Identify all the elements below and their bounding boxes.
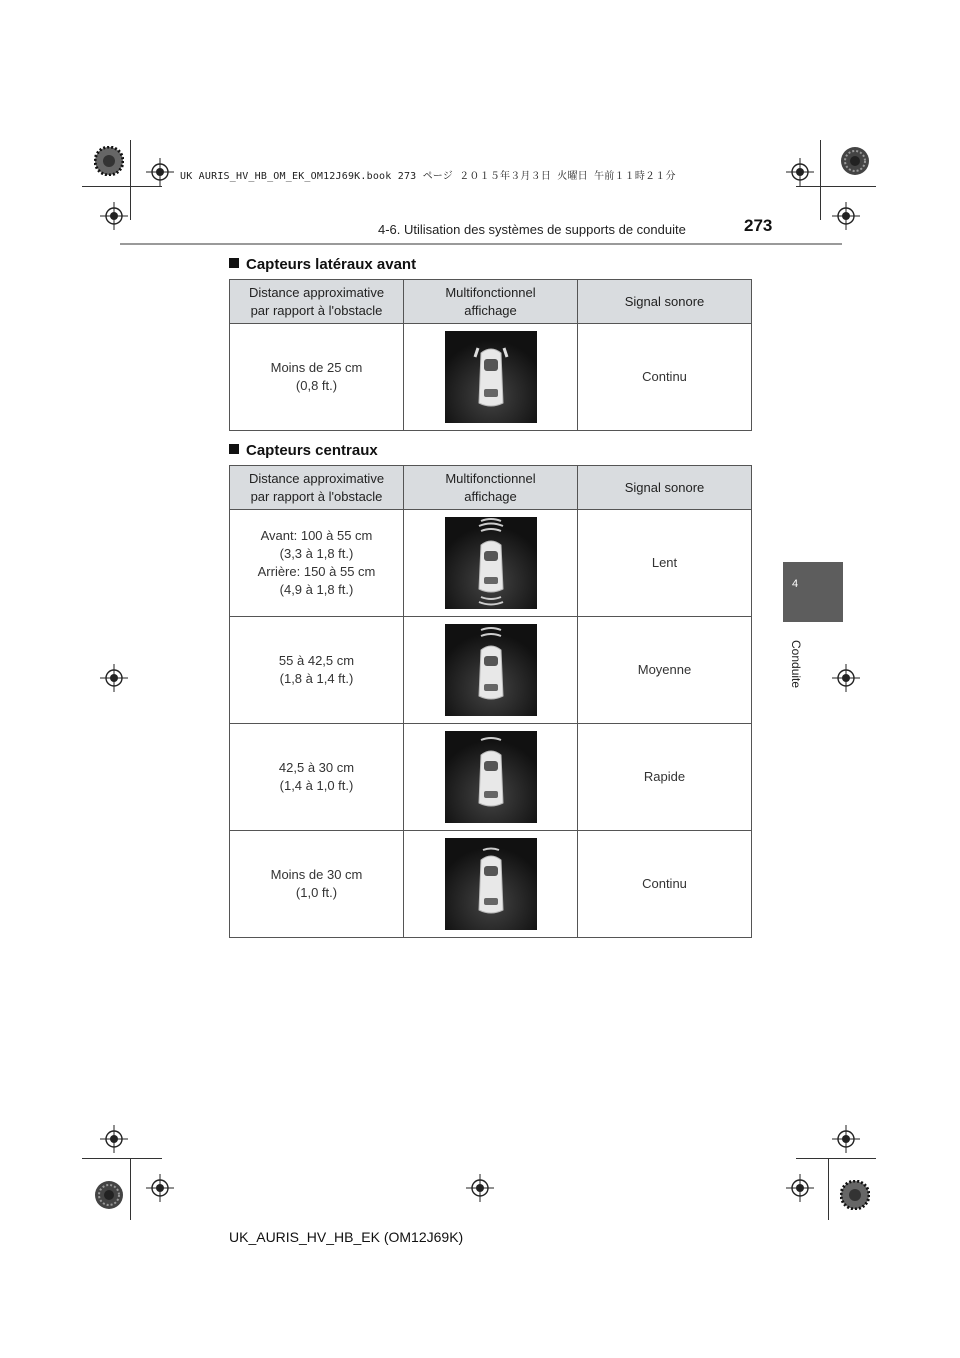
display-cell (404, 324, 578, 431)
section-title: Capteurs latéraux avant (246, 256, 417, 273)
registration-mark-icon (832, 202, 860, 230)
crop-line (130, 140, 131, 220)
registration-mark-icon (100, 1125, 128, 1153)
header-divider (120, 243, 842, 245)
distance-cell: 55 à 42,5 cm (1,8 à 1,4 ft.) (230, 617, 404, 724)
section-header-title: 4-6. Utilisation des systèmes de supports de conduite (378, 222, 686, 237)
chapter-tab (783, 562, 843, 622)
sound-cell: Moyenne (578, 617, 752, 724)
table-row (230, 724, 752, 831)
crop-line (796, 186, 876, 187)
section-heading (229, 256, 416, 273)
car-center-sensors-continuous-icon (445, 838, 537, 930)
registration-mark-icon (466, 1174, 494, 1202)
car-center-sensors-medium-icon (445, 624, 537, 716)
print-rosette-icon (94, 146, 124, 176)
table-row (230, 617, 752, 724)
crop-line (82, 186, 162, 187)
distance-cell: Moins de 30 cm (1,0 ft.) (230, 831, 404, 938)
display-cell (404, 831, 578, 938)
sound-cell: Continu (578, 324, 752, 431)
registration-mark-icon (100, 664, 128, 692)
column-header-display: Multifonctionnel affichage (404, 466, 578, 510)
registration-mark-icon (786, 1174, 814, 1202)
sound-cell: Lent (578, 510, 752, 617)
column-header-sound: Signal sonore (578, 466, 752, 510)
car-center-sensors-fast-icon (445, 731, 537, 823)
column-header-distance: Distance approximative par rapport à l'obstacle (230, 280, 404, 324)
square-bullet-icon (229, 444, 239, 454)
distance-cell: Moins de 25 cm (0,8 ft.) (230, 324, 404, 431)
section-heading (229, 442, 378, 459)
print-info-line: UK AURIS_HV_HB_OM_EK_OM12J69K.book 273 ページ ２０１５年３月３日 火曜日 午前１１時２１分 (180, 171, 676, 182)
display-cell (404, 510, 578, 617)
print-rosette-icon (94, 1180, 124, 1210)
car-side-sensors-icon (445, 331, 537, 423)
print-rosette-icon (840, 1180, 870, 1210)
crop-line (130, 1158, 131, 1220)
crop-line (796, 1158, 876, 1159)
registration-mark-icon (146, 1174, 174, 1202)
square-bullet-icon (229, 258, 239, 268)
crop-line (828, 1158, 829, 1220)
column-header-distance: Distance approximative par rapport à l'obstacle (230, 466, 404, 510)
display-cell (404, 617, 578, 724)
table-row (230, 831, 752, 938)
registration-mark-icon (786, 158, 814, 186)
display-cell (404, 724, 578, 831)
registration-mark-icon (832, 664, 860, 692)
chapter-number: 4 (792, 578, 799, 590)
print-rosette-icon (840, 146, 870, 176)
sound-cell: Continu (578, 831, 752, 938)
distance-cell: 42,5 à 30 cm (1,4 à 1,0 ft.) (230, 724, 404, 831)
table-row (230, 510, 752, 617)
document-code: UK_AURIS_HV_HB_EK (OM12J69K) (229, 1229, 464, 1245)
sensor-table-side (229, 279, 752, 431)
registration-mark-icon (100, 202, 128, 230)
car-center-sensors-slow-icon (445, 517, 537, 609)
distance-cell: Avant: 100 à 55 cm (3,3 à 1,8 ft.) Arrière: 150 à 55 cm (4,9 à 1,8 ft.) (230, 510, 404, 617)
column-header-sound: Signal sonore (578, 280, 752, 324)
registration-mark-icon (832, 1125, 860, 1153)
crop-line (820, 140, 821, 220)
chapter-label: Conduite (789, 640, 803, 689)
sound-cell: Rapide (578, 724, 752, 831)
page-number: 273 (744, 216, 773, 235)
section-title: Capteurs centraux (246, 442, 378, 459)
registration-mark-icon (146, 158, 174, 186)
column-header-display: Multifonctionnel affichage (404, 280, 578, 324)
crop-line (82, 1158, 162, 1159)
sensor-table-center (229, 465, 752, 938)
table-row (230, 324, 752, 431)
